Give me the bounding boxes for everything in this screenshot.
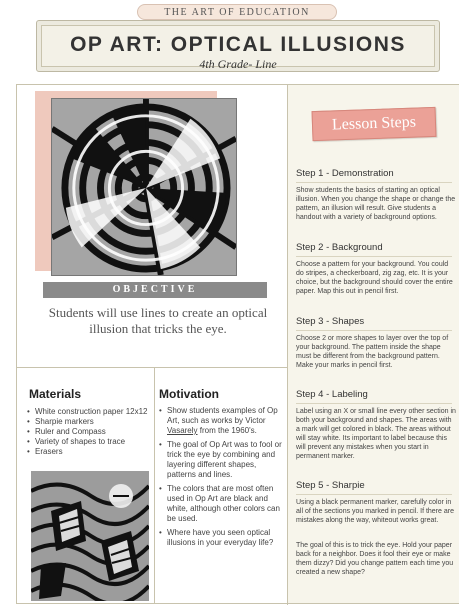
step-2-text: Choose a pattern for your background. You could do stripes, a checkerboard, zig zag, etc. It is your choice, but the background should cover the entire paper. Map this out in pencil first. [296, 261, 453, 295]
op-art-circles-graphic [52, 99, 236, 275]
materials-item: • Sharpie markers [27, 417, 152, 427]
column-divider [287, 85, 288, 605]
motivation-heading: Motivation [159, 387, 219, 401]
page-subtitle: 4th Grade- Line [199, 57, 277, 71]
header-banner-inner [41, 25, 435, 71]
materials-item: • Ruler and Compass [27, 427, 152, 437]
step-2-divider [296, 256, 452, 257]
objective-text: Students will use lines to create an optical illusion that tricks the eye. [48, 305, 268, 336]
header-kicker: THE ART OF EDUCATION [137, 4, 337, 20]
artist-name: Vasarely [167, 426, 198, 435]
motivation-list [159, 406, 283, 552]
motivation-item-1-text-a: Show students examples of Op Art, such as works by Victor [167, 406, 278, 425]
lesson-steps-column [288, 85, 459, 603]
op-art-example-image [51, 98, 237, 276]
materials-motivation-divider [154, 368, 155, 604]
page-title: OP ART: OPTICAL ILLUSIONS [70, 33, 406, 56]
step-4-text: Label using an X or small line every other section in both your background and shapes. The areas with a mark will get colored in black. The areas without will stay white. Its important to label because this will prevent any mistakes when you start in permanent marker. [296, 408, 456, 460]
lesson-steps-badge: Lesson Steps [312, 107, 437, 141]
objective-label: OBJECTIVE [43, 282, 267, 298]
step-1-text: Show students the basics of starting an optical illusion. When you change the shape or change the pattern, an illusion will result. Give students a handout with a variety of background options. [296, 187, 456, 221]
step-3-title: Step 3 - Shapes [296, 316, 365, 327]
motivation-item: • The colors that are most often used in Op Art are black and white, although other colors can be used. [159, 484, 283, 524]
materials-heading: Materials [29, 387, 82, 401]
step-3-text: Choose 2 or more shapes to layer over the top of your background. The pattern inside the shape must be different from the background pattern. Make your marks in pencil first. [296, 335, 449, 369]
materials-item: • White construction paper 12x12 [27, 407, 152, 417]
step-5-divider [296, 494, 452, 495]
materials-item: • Variety of shapes to trace [27, 437, 152, 447]
step-5-text: Using a black permanent marker, carefully color in all of the sections you marked in pencil. If there are mistakes along the way, whiteout works great. [296, 499, 454, 524]
materials-list [27, 407, 152, 457]
step-3-divider [296, 330, 452, 331]
motivation-item [159, 406, 283, 436]
step-2-title: Step 2 - Background [296, 242, 383, 253]
motivation-item: • The goal of Op Art was to fool or trick the eye by combining and layering different shapes, patterns and lines. [159, 440, 283, 480]
step-4-divider [296, 403, 452, 404]
step-1-title: Step 1 - Demonstration [296, 168, 394, 179]
student-artwork-image [31, 471, 149, 601]
step-1-divider [296, 182, 452, 183]
step-5-text-goal: The goal of this is to trick the eye. Hold your paper back for a neighbor. Does it fool their eye or make them dizzy? Did you change pattern each time you created a new shape? [296, 542, 454, 576]
materials-item: • Erasers [27, 447, 152, 457]
content-frame [16, 84, 459, 604]
header-banner [36, 20, 440, 72]
step-5-title: Step 5 - Sharpie [296, 480, 365, 491]
student-artwork-graphic [31, 471, 149, 601]
motivation-item: • Where have you seen optical illusions in your everyday life? [159, 528, 283, 548]
step-4-title: Step 4 - Labeling [296, 389, 368, 400]
motivation-item-1-text-b: from the 1960's. [197, 426, 257, 435]
row-divider [17, 367, 287, 368]
